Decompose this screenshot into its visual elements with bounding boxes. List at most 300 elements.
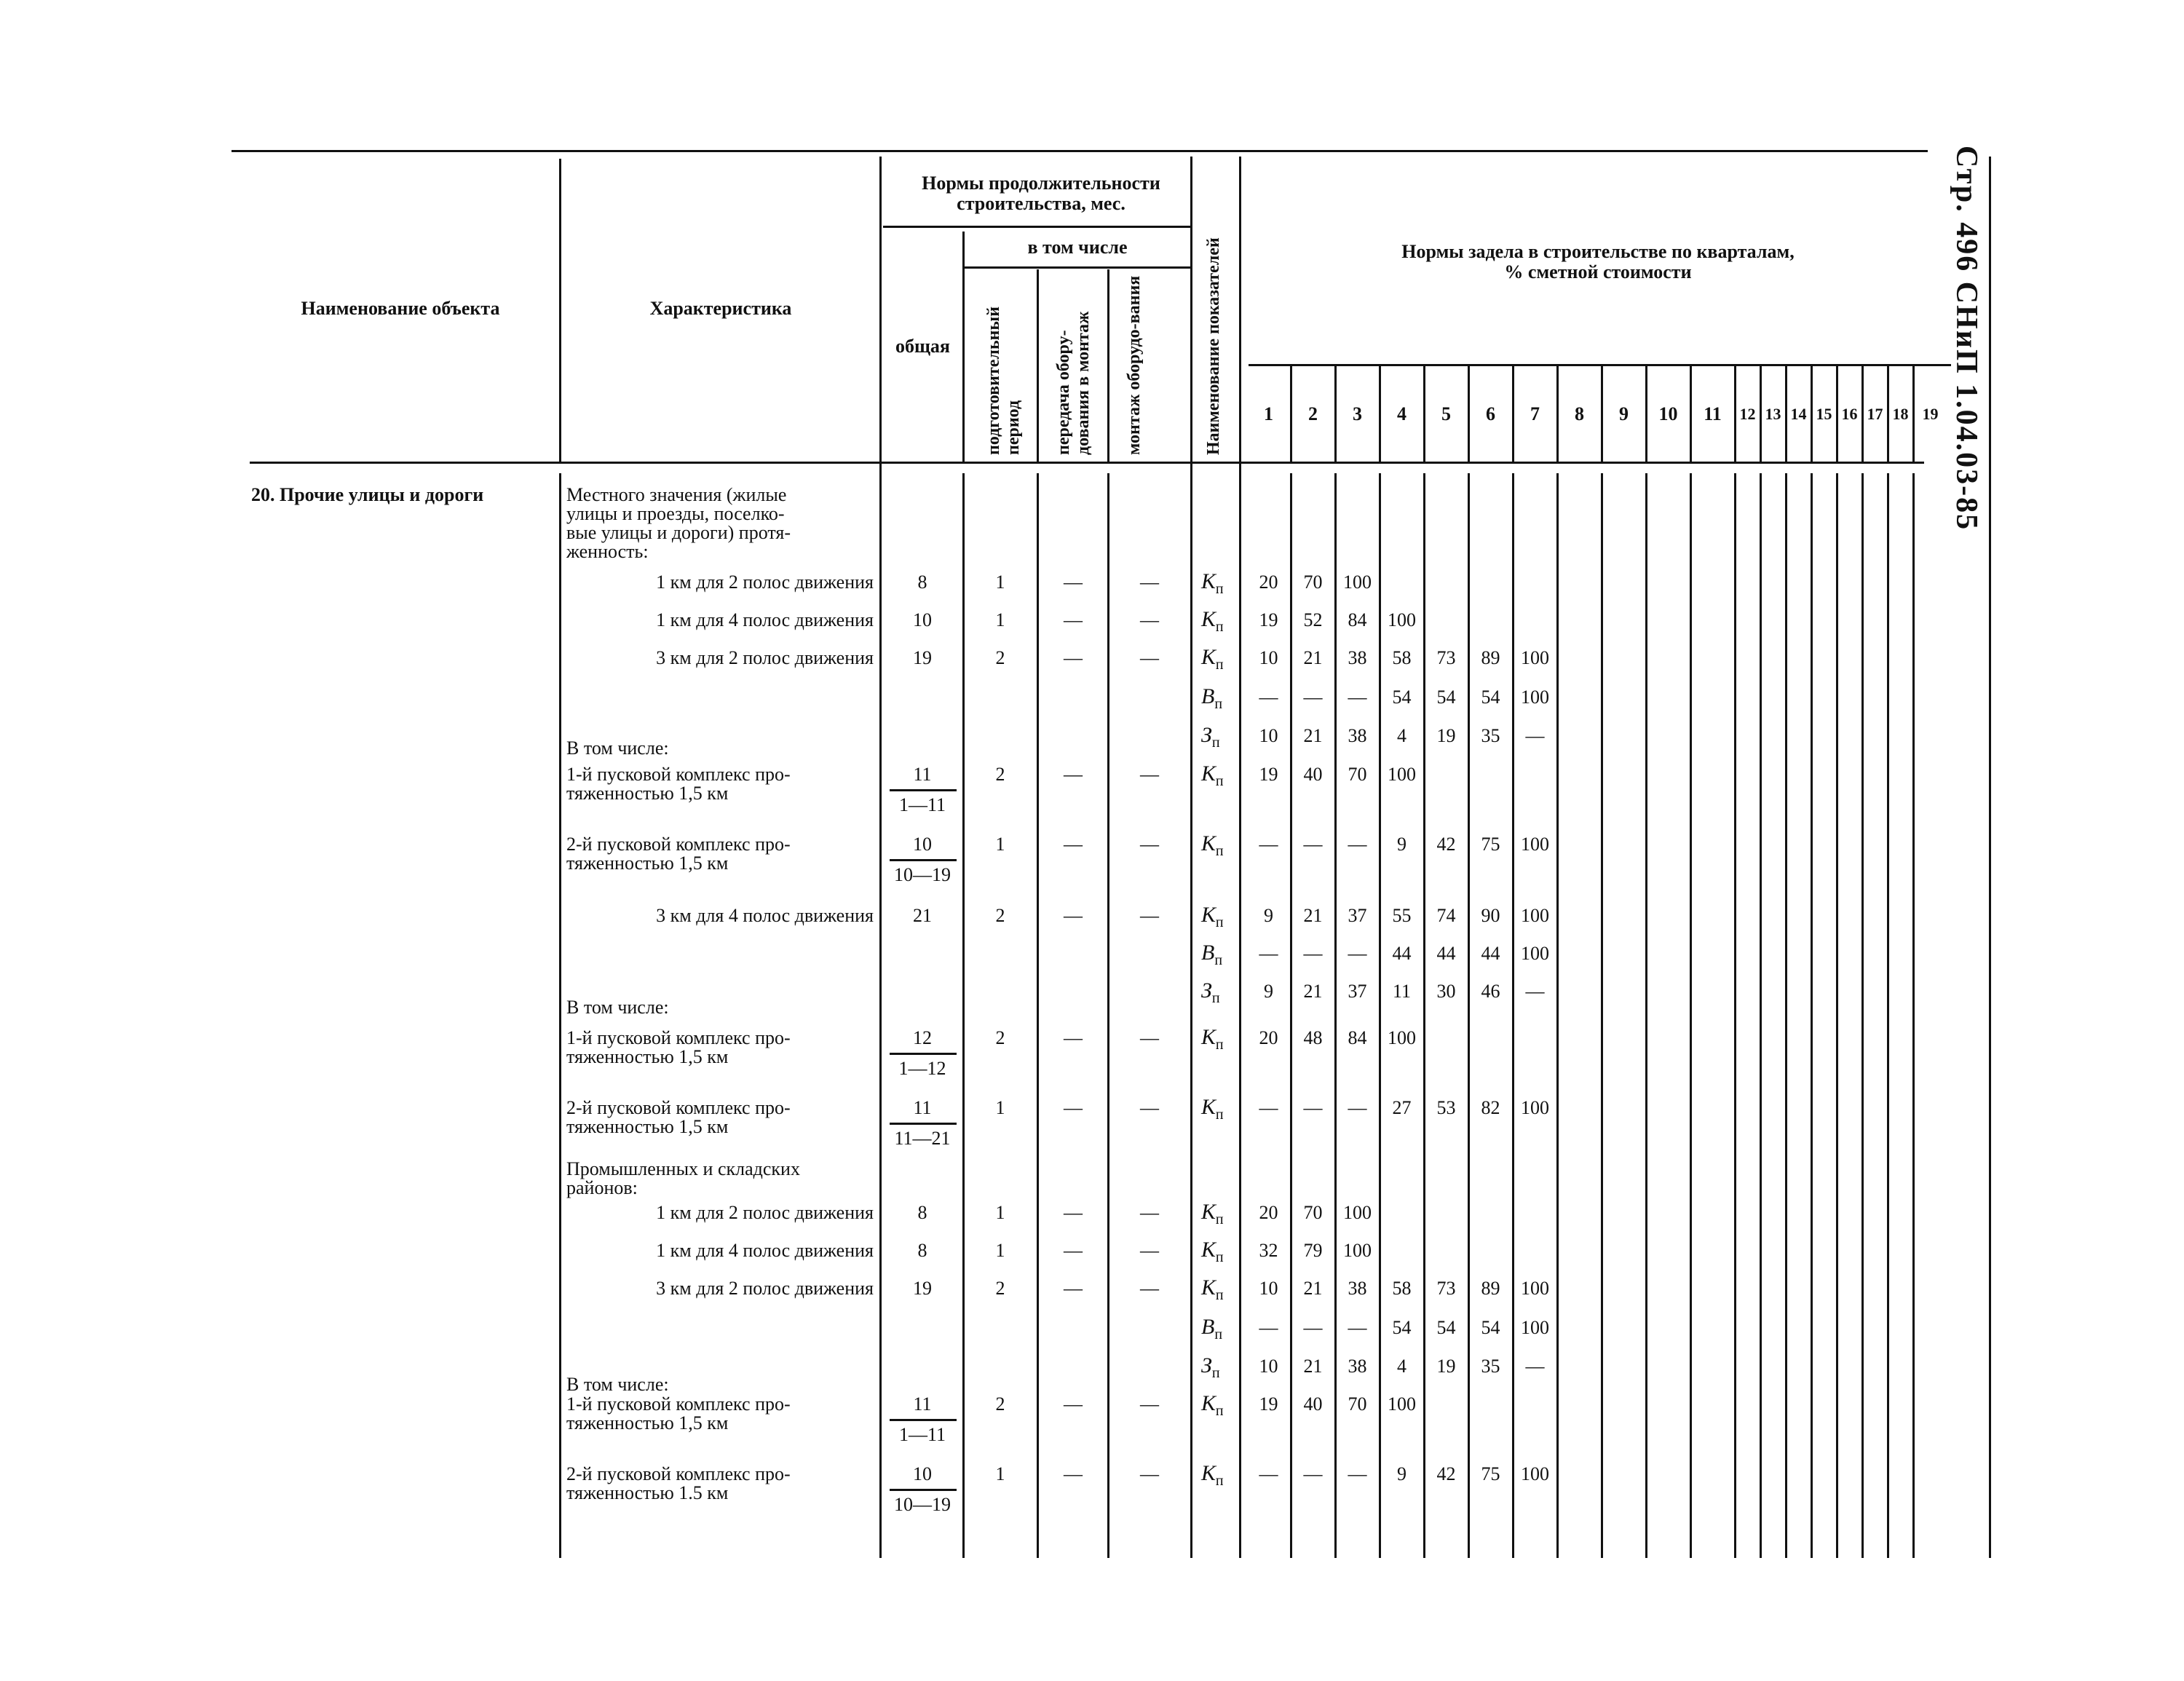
quarter-col-rule (1468, 473, 1470, 1558)
row-indicator-letter: З (1201, 978, 1212, 1002)
row-indicator-letter: К (1201, 1200, 1216, 1224)
row-characteristic: 1 км для 4 полос движения (656, 1240, 874, 1261)
row-quarter-value: 10 (1259, 1278, 1278, 1299)
row-prep: 2 (995, 1278, 1005, 1299)
row-indicator-subscript: п (1215, 619, 1224, 635)
row-quarter-value: 54 (1436, 687, 1456, 708)
col-rule-4-head (1037, 269, 1039, 462)
row-quarter-value: 48 (1303, 1027, 1323, 1048)
row-indicator-subscript: п (1215, 657, 1224, 673)
quarter-header: 10 (1658, 403, 1678, 424)
row-quarter-value: — (1259, 1097, 1278, 1118)
row-total-range: 11—21 (894, 1128, 951, 1149)
row-indicator (1201, 724, 1220, 754)
row-quarter-value: — (1259, 1463, 1278, 1484)
row-quarter-value: 10 (1259, 647, 1278, 668)
top-rule (232, 150, 1928, 152)
row-indicator-letter: К (1201, 1275, 1216, 1300)
row-install: — (1140, 1202, 1159, 1223)
quarter-col-rule (1785, 473, 1787, 1558)
row-quarter-value: 44 (1481, 943, 1500, 964)
row-indicator-letter: К (1201, 1391, 1216, 1415)
row-quarter-value: 19 (1259, 609, 1278, 630)
row-quarter-value: 42 (1436, 1463, 1456, 1484)
row-install: — (1140, 609, 1159, 630)
row-transfer: — (1064, 1202, 1083, 1223)
row-prep: 1 (995, 834, 1005, 855)
text-industrial-line1: Промышленных и складских (566, 1158, 800, 1179)
row-indicator-letter: К (1201, 831, 1216, 855)
row-characteristic-line2: тяженностью 1,5 км (566, 783, 729, 804)
row-quarter-value: 100 (1343, 571, 1372, 593)
col-rule-2 (879, 157, 882, 1558)
row-indicator-subscript: п (1214, 952, 1223, 968)
row-indicator-subscript: п (1215, 1037, 1224, 1053)
row-indicator (1201, 763, 1224, 792)
row-install: — (1140, 764, 1159, 785)
row-quarter-value: — (1259, 834, 1278, 855)
quarter-col-rule (1734, 473, 1736, 1558)
quarter-header: 16 (1841, 405, 1858, 423)
row-transfer: — (1064, 1240, 1083, 1261)
row-quarter-value: 100 (1388, 1393, 1416, 1415)
text-local-line2: улицы и проезды, поселко- (566, 503, 785, 524)
row-total: 11 (913, 1393, 932, 1415)
row-quarter-value: 44 (1436, 943, 1456, 964)
row-quarter-value: 89 (1481, 647, 1500, 668)
fraction-rule (890, 1489, 957, 1491)
row-quarter-value: 11 (1392, 981, 1412, 1002)
quarter-col-rule (1836, 473, 1838, 1558)
row-quarter-value: 84 (1348, 609, 1367, 630)
quarter-col-rule (1811, 473, 1813, 1558)
row-install: — (1140, 834, 1159, 855)
row-quarter-value: — (1303, 1463, 1323, 1484)
row-indicator (1201, 571, 1224, 600)
row-indicator-subscript: п (1211, 1365, 1220, 1381)
row-quarter-value: — (1303, 687, 1323, 708)
row-indicator (1201, 1316, 1222, 1345)
fraction-rule (890, 1123, 957, 1125)
col-rule-5-head (1107, 269, 1109, 462)
row-quarter-value: 73 (1436, 1278, 1456, 1299)
row-quarter-value: 100 (1388, 609, 1416, 630)
row-total-range: 1—11 (898, 1424, 946, 1445)
text-including-1: В том числе: (566, 737, 669, 759)
row-quarter-value: — (1525, 1356, 1545, 1377)
col-rule-5 (1107, 473, 1109, 1558)
row-quarter-value: 70 (1348, 764, 1367, 785)
header-duration: Нормы продолжительности строительства, мес. (922, 173, 1160, 214)
row-quarter-value: 19 (1259, 764, 1278, 785)
fraction-rule (890, 1053, 957, 1055)
row-quarter-value: — (1303, 1317, 1323, 1338)
row-total: 10 (913, 834, 932, 855)
row-quarter-value: 19 (1436, 725, 1456, 746)
row-prep: 1 (995, 1240, 1005, 1261)
row-quarter-value: 42 (1436, 834, 1456, 855)
header-install: монтаж оборудо-вания (1125, 275, 1144, 455)
row-prep: 2 (995, 764, 1005, 785)
row-indicator-letter: З (1201, 723, 1212, 747)
header-duration-total: общая (895, 336, 951, 357)
row-prep: 1 (995, 1202, 1005, 1223)
row-total: 19 (913, 1278, 932, 1299)
row-indicator-subscript: п (1215, 773, 1224, 789)
row-prep: 2 (995, 905, 1005, 926)
col-rule-3 (962, 473, 965, 1558)
row-quarter-value: 21 (1303, 1278, 1323, 1299)
header-indicator: Наименование показателей (1204, 237, 1223, 455)
header-backlog-line2: % сметной стоимости (1504, 261, 1692, 282)
row-total: 10 (913, 1463, 932, 1484)
row-quarter-value: 38 (1348, 647, 1367, 668)
row-quarter-value: 54 (1481, 1317, 1500, 1338)
row-indicator-subscript: п (1215, 1473, 1224, 1489)
quarter-header: 11 (1704, 403, 1722, 424)
row-quarter-value: 32 (1259, 1240, 1278, 1261)
row-indicator-subscript: п (1215, 1403, 1224, 1419)
quarter-col-rule (1601, 473, 1603, 1558)
row-transfer: — (1064, 1097, 1083, 1118)
row-quarter-value: — (1348, 1463, 1367, 1484)
row-quarter-value: 53 (1436, 1097, 1456, 1118)
row-quarter-value: 75 (1481, 834, 1500, 855)
row-characteristic-line2: тяженностью 1,5 км (566, 1412, 729, 1433)
row-quarter-value: 21 (1303, 647, 1323, 668)
row-characteristic-line1: 2-й пусковой комплекс про- (566, 834, 791, 855)
row-prep: 1 (995, 571, 1005, 593)
col-rule-6 (1190, 157, 1192, 1558)
row-characteristic: 1 км для 2 полос движения (656, 571, 874, 593)
row-total: 11 (913, 1097, 932, 1118)
row-indicator (1201, 1393, 1224, 1422)
text-industrial-line2: районов: (566, 1177, 638, 1198)
row-indicator (1201, 646, 1224, 676)
row-indicator (1201, 1027, 1224, 1056)
row-prep: 2 (995, 647, 1005, 668)
object-name: 20. Прочие улицы и дороги (251, 484, 484, 505)
text-including-3: В том числе: (566, 1374, 669, 1395)
row-quarter-value: 21 (1303, 1356, 1323, 1377)
col-rule-1-head (559, 159, 561, 462)
text-local-line1: Местного значения (жилые (566, 484, 787, 505)
row-quarter-value: — (1348, 834, 1367, 855)
col-rule-1 (559, 473, 561, 1558)
row-indicator-subscript: п (1215, 1211, 1224, 1227)
row-total-range: 1—12 (898, 1058, 946, 1079)
row-total: 8 (917, 1202, 927, 1223)
fraction-rule (890, 789, 957, 791)
header-backlog-line1: Нормы задела в строительстве по кварталам, (1401, 241, 1795, 262)
row-indicator (1201, 686, 1222, 715)
row-quarter-value: 40 (1303, 764, 1323, 785)
row-indicator-subscript: п (1214, 696, 1223, 712)
row-quarter-value: 9 (1264, 905, 1273, 926)
row-characteristic-line2: тяженностью 1.5 км (566, 1482, 729, 1503)
row-total-range: 10—19 (894, 1494, 951, 1515)
row-quarter-value: 40 (1303, 1393, 1323, 1415)
row-indicator-subscript: п (1215, 1249, 1224, 1265)
row-quarter-value: 20 (1259, 1027, 1278, 1048)
row-install: — (1140, 1097, 1159, 1118)
row-quarter-value: 70 (1348, 1393, 1367, 1415)
quarters-header-rule (1249, 364, 1951, 366)
row-quarter-value: 100 (1521, 943, 1549, 964)
row-install: — (1140, 1463, 1159, 1484)
row-indicator-letter: В (1201, 941, 1215, 965)
row-transfer: — (1064, 571, 1083, 593)
row-indicator-subscript: п (1215, 843, 1224, 859)
row-quarter-value: 46 (1481, 981, 1500, 1002)
quarter-header: 5 (1441, 403, 1451, 424)
row-characteristic-line2: тяженностью 1,5 км (566, 1116, 729, 1137)
row-quarter-value: 74 (1436, 905, 1456, 926)
row-quarter-value: 10 (1259, 725, 1278, 746)
row-indicator-subscript: п (1211, 990, 1220, 1006)
row-quarter-value: 20 (1259, 571, 1278, 593)
quarter-header: 6 (1486, 403, 1495, 424)
row-quarter-value: 10 (1259, 1356, 1278, 1377)
row-transfer: — (1064, 1463, 1083, 1484)
row-indicator-letter: К (1201, 762, 1216, 786)
row-prep: 2 (995, 1393, 1005, 1415)
row-indicator-subscript: п (1214, 1326, 1223, 1342)
row-characteristic-line2: тяженностью 1,5 км (566, 1046, 729, 1067)
quarter-header: 17 (1867, 405, 1883, 423)
fraction-rule (890, 859, 957, 861)
fraction-rule (890, 1419, 957, 1421)
row-prep: 1 (995, 1097, 1005, 1118)
row-characteristic-line1: 2-й пусковой комплекс про- (566, 1097, 791, 1118)
row-total: 21 (913, 905, 932, 926)
right-rule (1989, 157, 1991, 1558)
row-characteristic: 3 км для 2 полос движения (656, 647, 874, 668)
row-indicator (1201, 1277, 1224, 1306)
row-quarter-value: — (1348, 943, 1367, 964)
quarter-col-rule (1556, 473, 1559, 1558)
row-characteristic-line1: 1-й пусковой комплекс про- (566, 764, 791, 785)
row-quarter-value: 100 (1521, 834, 1549, 855)
quarter-header: 8 (1575, 403, 1584, 424)
row-characteristic-line1: 1-й пусковой комплекс про- (566, 1027, 791, 1048)
row-transfer: — (1064, 1393, 1083, 1415)
row-install: — (1140, 647, 1159, 668)
row-quarter-value: — (1525, 981, 1545, 1002)
row-quarter-value: 21 (1303, 905, 1323, 926)
row-quarter-value: — (1303, 1097, 1323, 1118)
row-quarter-value: 21 (1303, 725, 1323, 746)
row-characteristic: 3 км для 2 полос движения (656, 1278, 874, 1299)
row-quarter-value: 30 (1436, 981, 1456, 1002)
quarter-header: 14 (1790, 405, 1807, 423)
row-indicator (1201, 1239, 1224, 1268)
row-quarter-value: 58 (1392, 1278, 1412, 1299)
row-quarter-value: 9 (1264, 981, 1273, 1002)
row-quarter-value: 79 (1303, 1240, 1323, 1261)
quarter-col-rule (1861, 473, 1864, 1558)
row-total: 10 (913, 609, 932, 630)
row-indicator-letter: К (1201, 1238, 1216, 1262)
row-total: 8 (917, 571, 927, 593)
row-quarter-value: 35 (1481, 1356, 1500, 1377)
row-transfer: — (1064, 834, 1083, 855)
quarter-header: 15 (1816, 405, 1832, 423)
row-transfer: — (1064, 609, 1083, 630)
row-indicator (1201, 609, 1224, 638)
quarter-header: 2 (1308, 403, 1318, 424)
row-install: — (1140, 1393, 1159, 1415)
row-quarter-value: 82 (1481, 1097, 1500, 1118)
row-quarter-value: 100 (1388, 764, 1416, 785)
row-quarter-value: 54 (1436, 1317, 1456, 1338)
row-quarter-value: 21 (1303, 981, 1323, 1002)
row-transfer: — (1064, 1278, 1083, 1299)
row-indicator-subscript: п (1215, 914, 1224, 930)
row-quarter-value: — (1259, 943, 1278, 964)
row-quarter-value: 37 (1348, 905, 1367, 926)
row-characteristic: 3 км для 4 полос движения (656, 905, 874, 926)
row-quarter-value: 9 (1397, 834, 1406, 855)
quarter-header: 9 (1619, 403, 1629, 424)
quarter-header: 7 (1530, 403, 1540, 424)
row-transfer: — (1064, 905, 1083, 926)
row-indicator-letter: З (1201, 1353, 1212, 1377)
row-quarter-value: 75 (1481, 1463, 1500, 1484)
row-characteristic-line1: 2-й пусковой комплекс про- (566, 1463, 791, 1484)
row-total: 8 (917, 1240, 927, 1261)
row-quarter-value: — (1259, 687, 1278, 708)
row-indicator (1201, 942, 1222, 971)
row-indicator (1201, 904, 1224, 933)
row-quarter-value: 38 (1348, 1278, 1367, 1299)
row-quarter-value: — (1303, 834, 1323, 855)
row-install: — (1140, 1240, 1159, 1261)
quarter-header: 18 (1892, 405, 1909, 423)
row-indicator-letter: К (1201, 1095, 1216, 1119)
text-including-2: В том числе: (566, 997, 669, 1018)
row-quarter-value: 38 (1348, 1356, 1367, 1377)
row-quarter-value: 100 (1343, 1202, 1372, 1223)
row-quarter-value: 4 (1397, 1356, 1406, 1377)
row-quarter-value: 100 (1521, 647, 1549, 668)
row-quarter-value: — (1525, 725, 1545, 746)
quarter-header: 19 (1922, 405, 1939, 423)
row-quarter-value: 100 (1521, 687, 1549, 708)
quarter-col-rule (1760, 473, 1762, 1558)
row-quarter-value: 20 (1259, 1202, 1278, 1223)
row-indicator (1201, 1096, 1224, 1126)
row-quarter-value: 19 (1436, 1356, 1456, 1377)
row-total-range: 10—19 (894, 864, 951, 885)
row-quarter-value: 70 (1303, 571, 1323, 593)
row-quarter-value: 84 (1348, 1027, 1367, 1048)
quarter-header: 12 (1739, 405, 1756, 423)
quarter-header: 3 (1353, 403, 1362, 424)
col-rule-4 (1037, 473, 1039, 1558)
row-indicator-letter: К (1201, 607, 1216, 631)
row-indicator (1201, 1201, 1224, 1230)
row-install: — (1140, 1027, 1159, 1048)
row-quarter-value: 100 (1521, 1097, 1549, 1118)
row-quarter-value: 100 (1521, 1278, 1549, 1299)
header-characteristic: Характеристика (649, 298, 792, 319)
row-quarter-value: 89 (1481, 1278, 1500, 1299)
header-prep: подготовительный период (984, 306, 1023, 455)
row-quarter-value: 38 (1348, 725, 1367, 746)
text-local-line4: женность: (566, 541, 649, 562)
row-total: 12 (913, 1027, 932, 1048)
row-quarter-value: 27 (1392, 1097, 1412, 1118)
row-characteristic: 1 км для 4 полос движения (656, 609, 874, 630)
row-indicator-letter: В (1201, 684, 1215, 708)
row-quarter-value: 55 (1392, 905, 1412, 926)
header-object: Наименование объекта (301, 298, 500, 319)
row-quarter-value: 35 (1481, 725, 1500, 746)
row-indicator-letter: К (1201, 903, 1216, 927)
row-quarter-value: 100 (1521, 1317, 1549, 1338)
row-transfer: — (1064, 1027, 1083, 1048)
header-bottom-rule (250, 462, 1924, 464)
row-indicator-letter: В (1201, 1315, 1215, 1339)
row-indicator-subscript: п (1215, 1107, 1224, 1123)
row-indicator-letter: К (1201, 1025, 1216, 1049)
quarter-header: 13 (1765, 405, 1781, 423)
row-quarter-value: — (1348, 1097, 1367, 1118)
text-local-line3: вые улицы и дороги) протя- (566, 522, 791, 543)
row-quarter-value: 54 (1481, 687, 1500, 708)
row-characteristic-line1: 1-й пусковой комплекс про- (566, 1393, 791, 1415)
row-total-range: 1—11 (898, 794, 946, 815)
row-quarter-value: 9 (1397, 1463, 1406, 1484)
row-total: 19 (913, 647, 932, 668)
row-quarter-value: 100 (1521, 905, 1549, 926)
row-indicator (1201, 1355, 1220, 1384)
row-prep: 2 (995, 1027, 1005, 1048)
row-characteristic-line2: тяженностью 1,5 км (566, 853, 729, 874)
row-quarter-value: 73 (1436, 647, 1456, 668)
row-indicator-letter: К (1201, 569, 1216, 593)
row-quarter-value: 54 (1392, 1317, 1412, 1338)
row-prep: 1 (995, 1463, 1005, 1484)
quarter-col-rule (1690, 473, 1692, 1558)
row-quarter-value: 90 (1481, 905, 1500, 926)
quarter-col-rule (1887, 473, 1889, 1558)
quarter-header: 1 (1264, 403, 1273, 424)
row-quarter-value: 54 (1392, 687, 1412, 708)
row-install: — (1140, 905, 1159, 926)
row-quarter-value: — (1348, 1317, 1367, 1338)
row-transfer: — (1064, 647, 1083, 668)
row-quarter-value: 70 (1303, 1202, 1323, 1223)
row-transfer: — (1064, 764, 1083, 785)
row-indicator (1201, 1463, 1224, 1492)
row-prep: 1 (995, 609, 1005, 630)
quarter-col-rule (1512, 473, 1514, 1558)
row-indicator-subscript: п (1211, 735, 1220, 751)
row-characteristic: 1 км для 2 полос движения (656, 1202, 874, 1223)
duration-subheader-rule (883, 226, 1192, 228)
row-quarter-value: 44 (1392, 943, 1412, 964)
row-indicator-subscript: п (1215, 581, 1224, 597)
row-quarter-value: — (1259, 1317, 1278, 1338)
row-quarter-value: 37 (1348, 981, 1367, 1002)
row-quarter-value: — (1303, 943, 1323, 964)
row-indicator (1201, 980, 1220, 1009)
col-rule-3-head (962, 232, 965, 462)
row-install: — (1140, 1278, 1159, 1299)
row-indicator-letter: К (1201, 1461, 1216, 1485)
